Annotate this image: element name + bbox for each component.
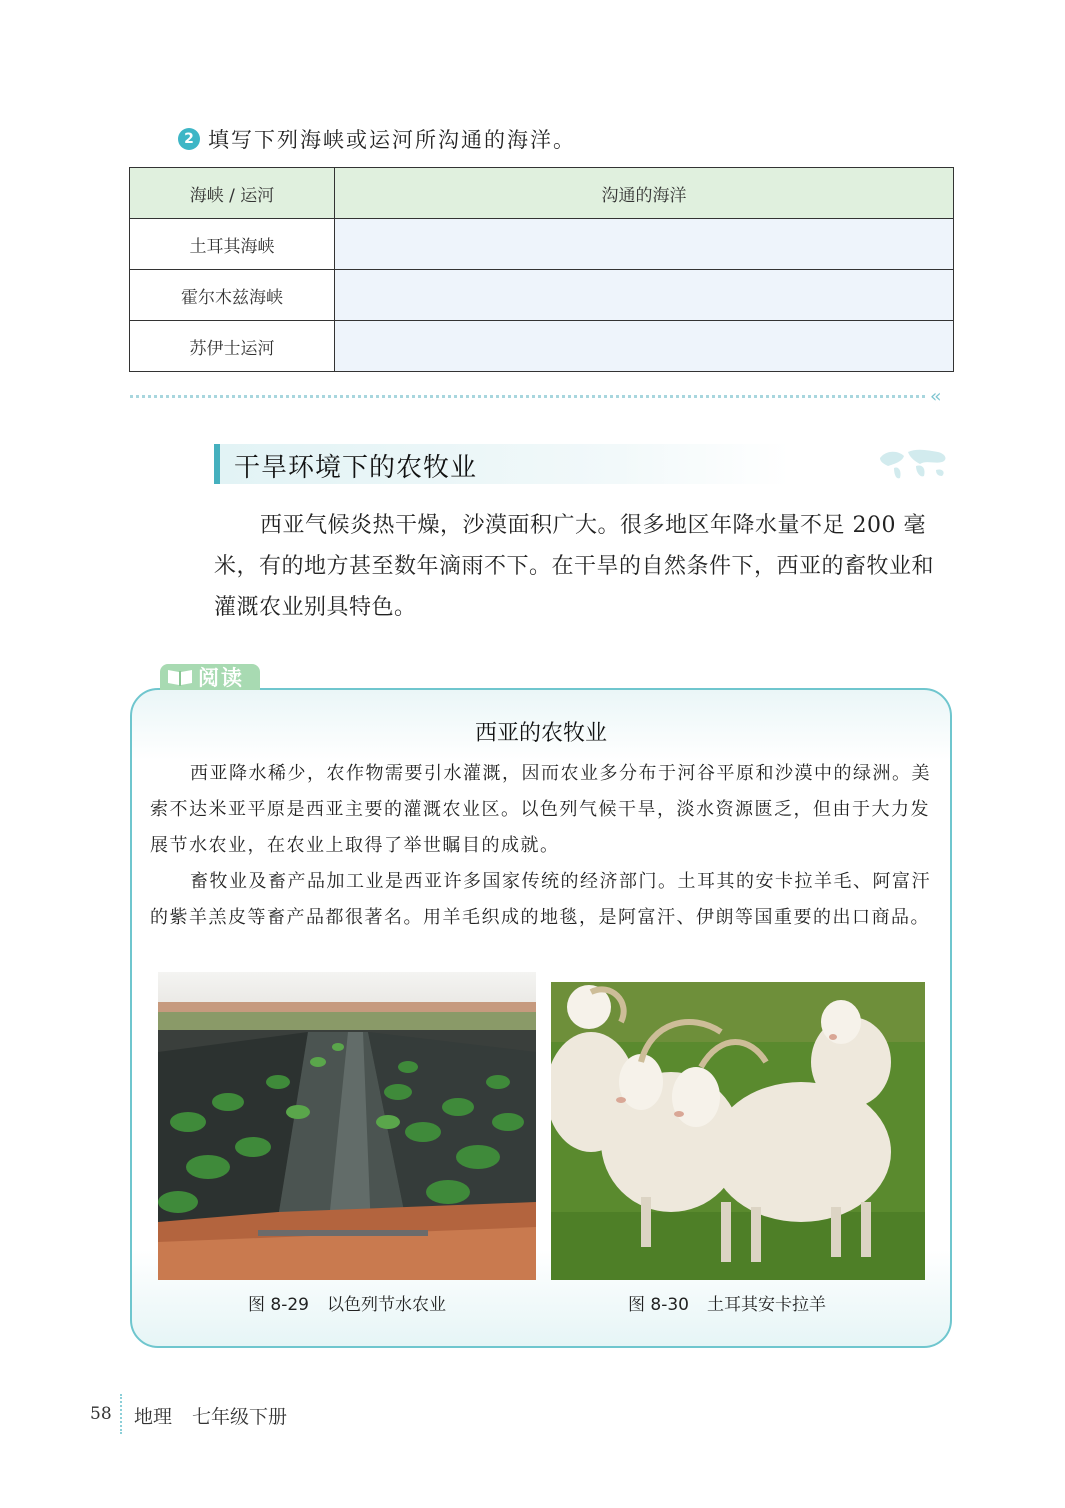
section-paragraph: 西亚气候炎热干燥，沙漠面积广大。很多地区年降水量不足 200 毫米，有的地方甚至数年滴雨不下。在干旱的自然条件下，西亚的畜牧业和灌溉农业别具特色。 (214, 513, 935, 620)
answer-cell (335, 270, 954, 321)
strait-name-cell: 苏伊士运河 (130, 321, 335, 372)
strait-table (129, 167, 954, 372)
reading-paragraph: 西亚降水稀少，农作物需要引水灌溉，因而农业多分布于河谷平原和沙漠中的绿洲。美索不达米亚平原是西亚主要的灌溉农业区。以色列气候干旱，淡水资源匮乏，但由于大力发展节水农业，在农业上取得了举世瞩目的成就。 (150, 763, 931, 856)
figure-caption (158, 1290, 536, 1315)
answer-cell (335, 321, 954, 372)
table-row (130, 219, 954, 270)
footer-subject: 地理 (134, 1406, 173, 1428)
answer-cell (335, 219, 954, 270)
strait-name-cell: 霍尔木兹海峡 (130, 270, 335, 321)
reading-tab (160, 664, 260, 690)
open-book-icon (166, 667, 194, 687)
double-chevron-left-icon: ‹‹ (930, 386, 939, 407)
reading-tab-label: 阅读 (198, 666, 244, 690)
figure-number: 图 8-30 (628, 1295, 689, 1315)
reading-title: 西亚的农牧业 (474, 721, 607, 746)
dotted-divider (130, 395, 925, 398)
irrigation-farm-photo (158, 972, 536, 1280)
reading-paragraph: 畜牧业及畜产品加工业是西亚许多国家传统的经济部门。土耳其的安卡拉羊毛、阿富汗的紫羊羔皮等畜产品都很著名。用羊毛织成的地毯，是阿富汗、伊朗等国重要的出口商品。 (150, 871, 931, 928)
figure-caption-text: 土耳其安卡拉羊 (707, 1295, 826, 1315)
reading-body (150, 756, 936, 936)
question-number-badge: 2 (178, 128, 200, 150)
table-row (130, 270, 954, 321)
table-header-cell: 沟通的海洋 (335, 168, 954, 219)
figure-caption-text: 以色列节水农业 (327, 1295, 446, 1315)
question-heading (178, 124, 576, 154)
angora-goats-photo (551, 982, 925, 1280)
section-title: 干旱环境下的农牧业 (234, 453, 478, 483)
table-header-row (130, 168, 954, 219)
figure-number: 图 8-29 (248, 1295, 309, 1315)
world-map-icon (876, 444, 952, 488)
footer-divider (120, 1394, 122, 1434)
section-body (214, 505, 954, 628)
table-header-cell: 海峡 / 运河 (130, 168, 335, 219)
question-text: 填写下列海峡或运河所沟通的海洋。 (208, 128, 576, 152)
figure-caption (540, 1290, 914, 1315)
footer-book-info (134, 1402, 307, 1429)
table-row (130, 321, 954, 372)
strait-name-cell: 土耳其海峡 (130, 219, 335, 270)
footer-book: 七年级下册 (192, 1406, 288, 1428)
page-number: 58 (90, 1404, 112, 1424)
